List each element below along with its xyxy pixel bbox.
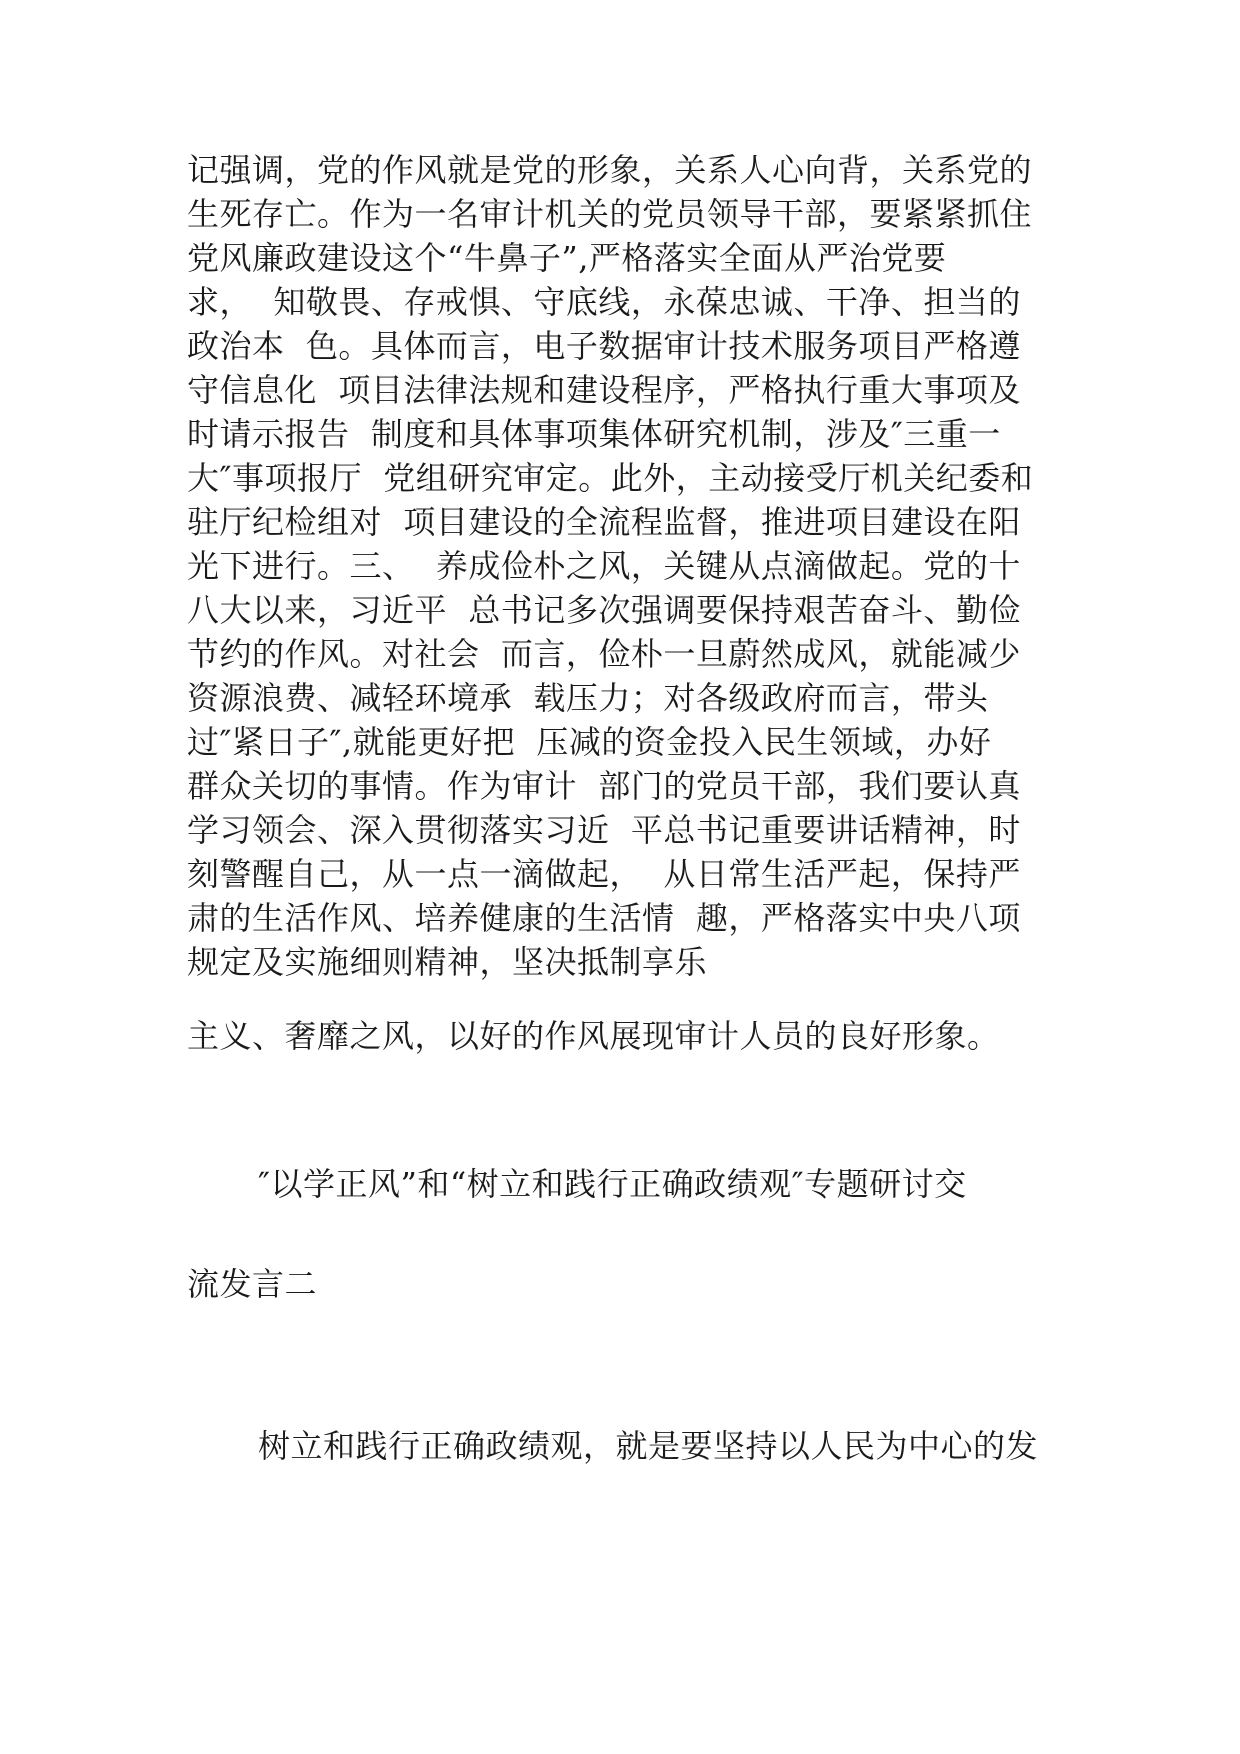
body-line: 时请示报告 制度和具体事项集体研究机制，涉及″三重一 bbox=[187, 415, 1001, 453]
body-line: 求， 知敬畏、存戒惧、守底线，永葆忠诚、干净、担当的 bbox=[187, 283, 1021, 321]
body-line: 学习领会、深入贯彻落实习近 平总书记重要讲话精神，时 bbox=[187, 811, 1021, 849]
body-line: 规定及实施细则精神，坚决抵制享乐 bbox=[187, 943, 708, 981]
body-line: 群众关切的事情。作为审计 部门的党员干部，我们要认真 bbox=[187, 767, 1021, 805]
section-title-line-2: 流发言二 bbox=[187, 1265, 318, 1303]
body-line: 记强调，党的作风就是党的形象，关系人心向背，关系党的 bbox=[187, 151, 1033, 189]
section-title-line-1: ″以学正风”和“树立和践行正确政绩观″专题研讨交 bbox=[258, 1165, 967, 1203]
body-line: 节约的作风。对社会 而言，俭朴一旦蔚然成风，就能减少 bbox=[187, 635, 1021, 673]
closing-line: 主义、奢靡之风，以好的作风展现审计人员的良好形象。 bbox=[187, 1017, 1000, 1055]
body-line: 光下进行。三、 养成俭朴之风，关键从点滴做起。党的十 bbox=[187, 547, 1021, 585]
body-line: 肃的生活作风、培养健康的生活情 趣，严格落实中央八项 bbox=[187, 899, 1021, 937]
body-line: 大″事项报厅 党组研究审定。此外，主动接受厅机关纪委和 bbox=[187, 459, 1034, 497]
body-line: 资源浪费、减轻环境承 载压力；对各级政府而言，带头 bbox=[187, 679, 989, 717]
body-line: 生死存亡。作为一名审计机关的党员领导干部，要紧紧抓住 bbox=[187, 195, 1033, 233]
body-line: 驻厅纪检组对 项目建设的全流程监督，推进项目建设在阳 bbox=[187, 503, 1021, 541]
body-line: 八大以来，习近平 总书记多次强调要保持艰苦奋斗、勤俭 bbox=[187, 591, 1021, 629]
paragraph-start-line: 树立和践行正确政绩观，就是要坚持以人民为中心的发 bbox=[258, 1427, 1039, 1465]
body-line: 党风廉政建设这个“牛鼻子”,严格落实全面从严治党要 bbox=[187, 239, 947, 277]
body-line: 过″紧日子″,就能更好把 压减的资金投入民生领域，办好 bbox=[187, 723, 992, 761]
body-line: 守信息化 项目法律法规和建设程序，严格执行重大事项及 bbox=[187, 371, 1021, 409]
body-line: 政治本 色。具体而言，电子数据审计技术服务项目严格遵 bbox=[187, 327, 1021, 365]
body-line: 刻警醒自己，从一点一滴做起， 从日常生活严起，保持严 bbox=[187, 855, 1021, 893]
